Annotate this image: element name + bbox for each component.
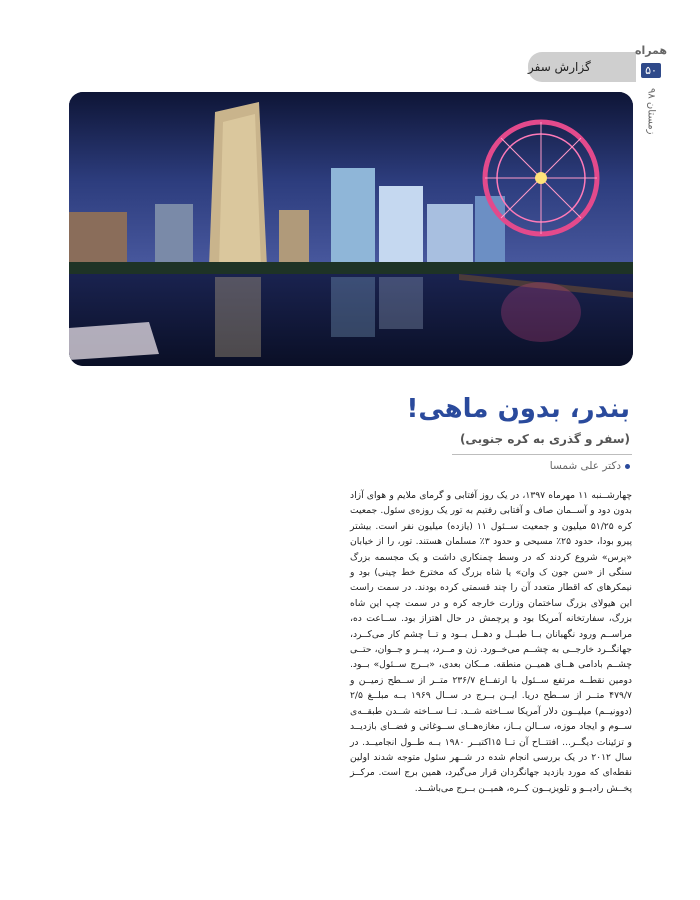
article-subtitle: (سفر و گذری به کره جنوبی)	[459, 432, 630, 446]
issue-label: زمستان ۹۸	[645, 88, 657, 135]
article-title: بندر، بدون ماهی!	[406, 394, 630, 424]
article-body	[350, 488, 632, 796]
author-name: دکتر علی شمسا	[549, 460, 621, 472]
magazine-logo: همراه	[634, 44, 668, 57]
bullet-icon	[625, 464, 630, 469]
page-number: ۵۰	[641, 63, 661, 78]
title-divider	[452, 454, 632, 455]
body-paragraph: چهارشــنبه ۱۱ مهرماه ۱۳۹۷، در یک روز آفتابی و گرمای ملایم و هوای آزاد بدون دود و آســمان صاف و آفتابی رفتیم به تور یک روزه‌ی سئول. جمعیت کره ۵۱/۲۵ میلیون و جمعیت ســئول ۱۱ (یازده) میلیون نفر است. بیشتر پیرو بودا، حدود ۲۵٪ مسیحی و حدود ۳٪ مسلمان هستند. تور، را از خیابان «پرس» شروع کردند که در وسط چمنکاری داشت و یک مجسمه بزرگ سنگی از «سن جون ک وان» یا شاه بزرگ که مخترع خط چینی) بود و نیمکرهای که اقطار متعدد آن را چند قسمتی کرده بودند. در سمت راست این هیولای بزرگ ساختمان وزارت خارجه کره و در سمت چپ این شاه بزرگ، سفارتخانه آمریکا بود و پرچمش در حال اهتزاز بود. ســاعت ده، مراســم ورود نگهبانان بــا طبــل و دهــل بــود و تــا چشم کار می‌کــرد، جهانگــرد خارجــی به چشــم می‌خــورد. زن و مــرد، پیــر و جــوان، حتــی چشــم بادامی هــای همیــن منطقه. مــکان بعدی، «بــرج ســئول» بــود. دومین نقطــه مرتفع ســئول با ارتفــاع ۲۳۶/۷ متــر از ســطح زمیــن و ۴۷۹/۷ متــر از ســطح دریا. ایــن بــرج در ســال ۱۹۶۹ بــه مبلــغ ۲/۵ (دوونیــم) میلیــون دلار آمریکا ســاخته شــد. تــا ســاخته شــدن طبقــه‌ی ســوم و ایجاد موزه، ســالن بــاز، مغازه‌هــای ســوغاتی و فضــای بازدیــد و تزئینات دیگــر... افتتــاح آن تــا ۱۵اکتبــر ۱۹۸۰ بــه طــول انجامیــد. در سال ۲۰۱۲ در یک بررسی انجام شده در شــهر سئول متوجه شدند اولین نقطه‌ای که مورد بازدید جهانگردان قرار می‌گیرد، همین برج است. مرکــز پخــش رادیــو و تلویزیــون کــره، همیــن بــرج می‌باشــد.	[350, 490, 633, 794]
section-tab	[528, 52, 636, 82]
margin-column	[634, 44, 668, 194]
section-label: گزارش سفر	[528, 60, 591, 74]
hero-city-photo	[69, 92, 633, 366]
author-line	[550, 460, 630, 472]
city-night-photo-icon	[69, 92, 633, 366]
